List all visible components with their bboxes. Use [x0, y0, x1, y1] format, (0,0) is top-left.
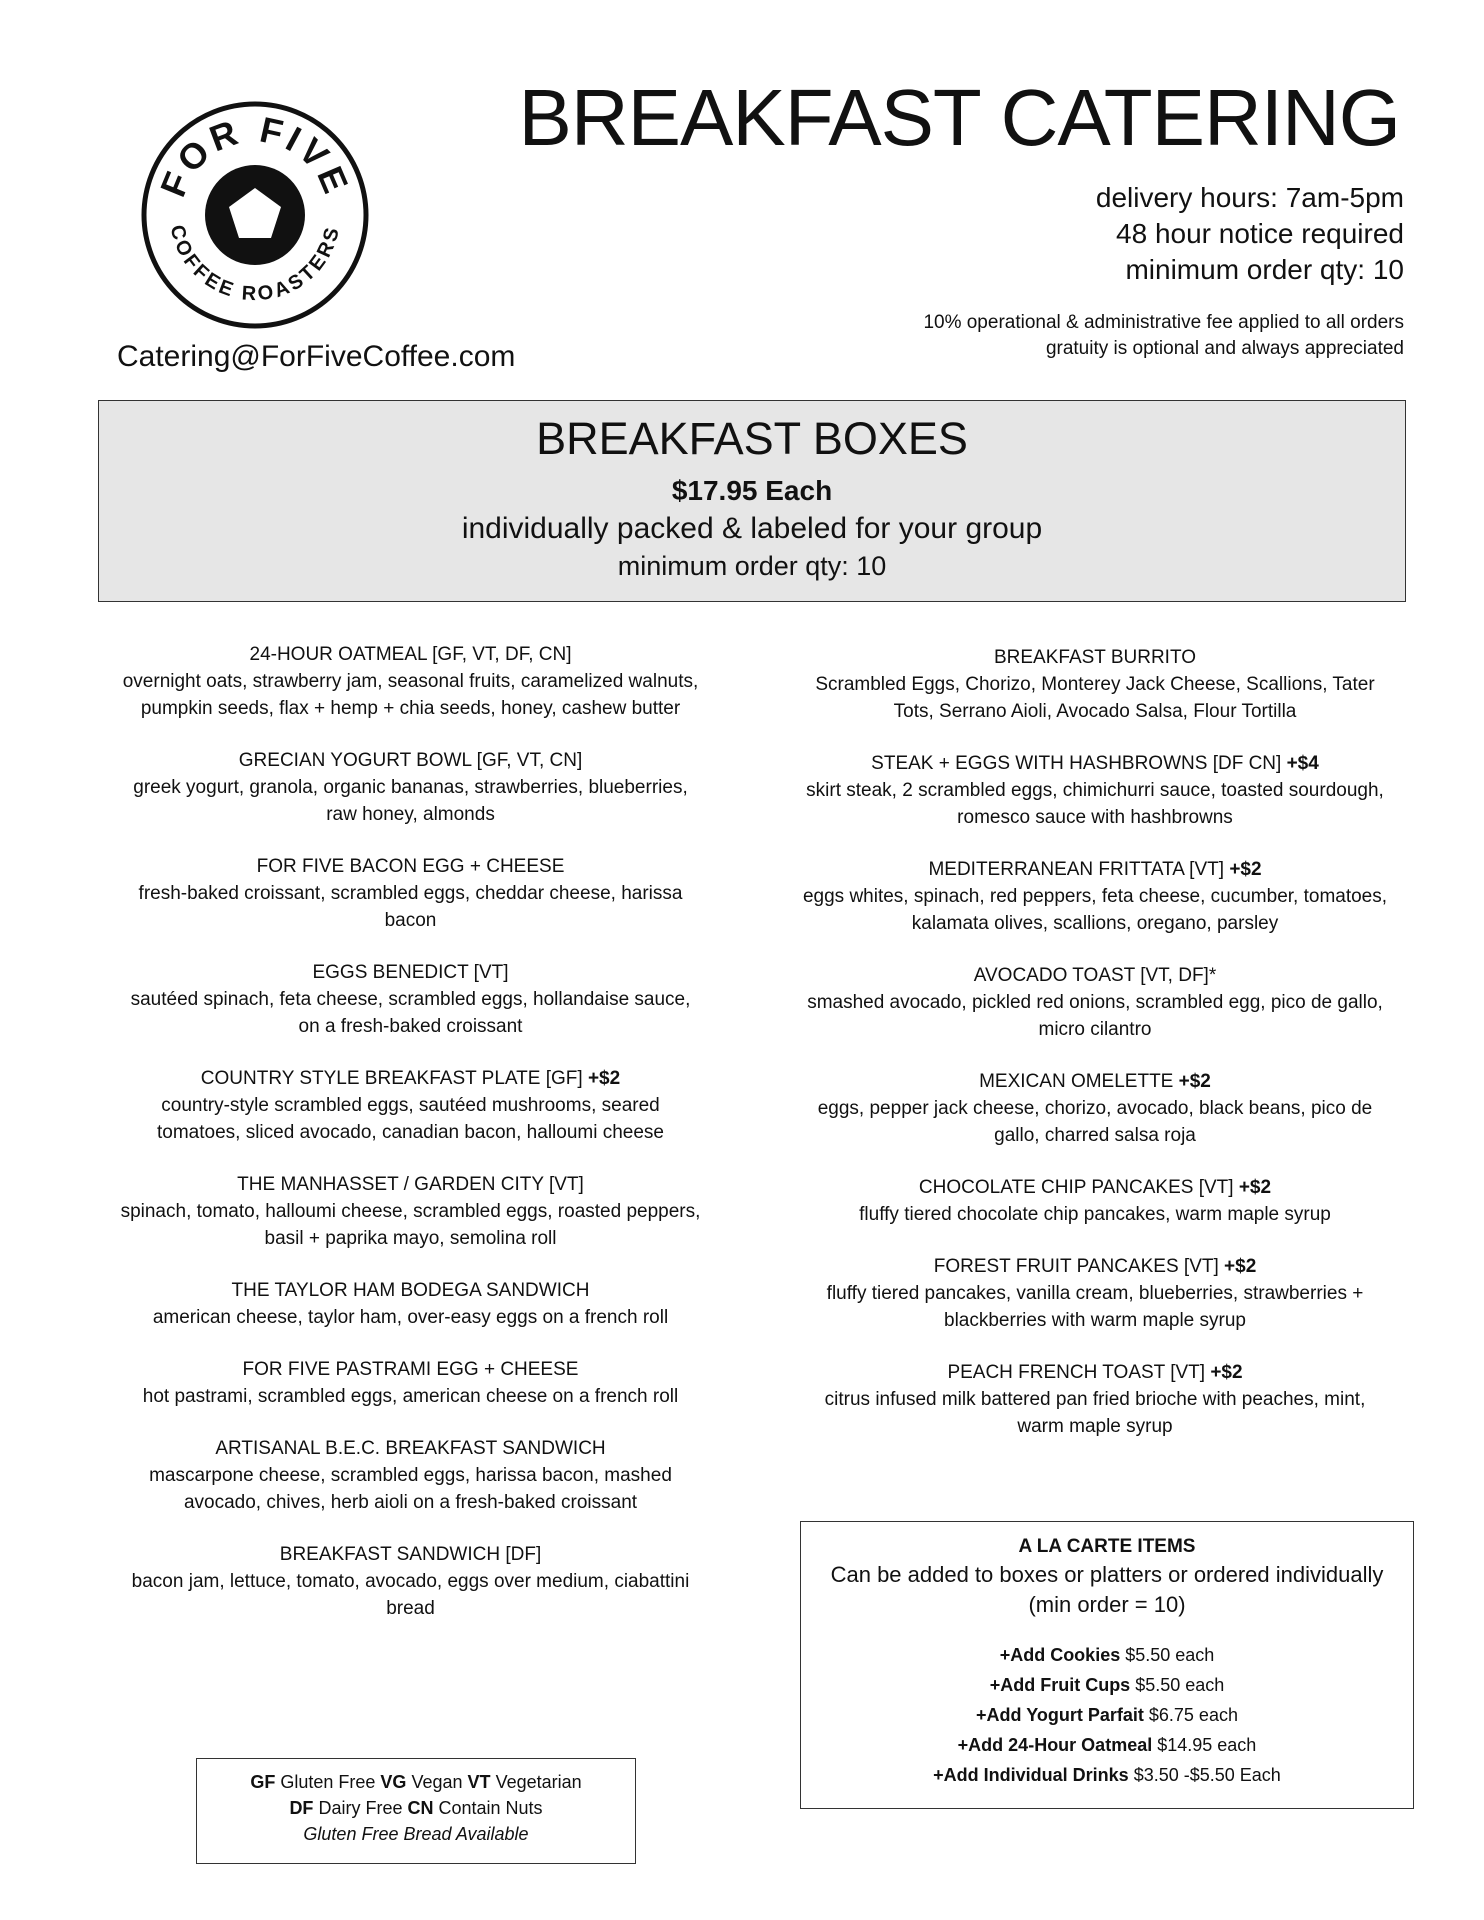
menu-item — [800, 1253, 1390, 1334]
menu-item-name — [118, 747, 703, 774]
menu-item-description: Scrambled Eggs, Chorizo, Monterey Jack Cheese, Scallions, Tater Tots, Serrano Aioli, Avocado Salsa, Flour Tortilla — [815, 674, 1375, 722]
menu-item-description: country-style scrambled eggs, sautéed mushrooms, seared tomatoes, sliced avocado, canadian bacon, halloumi cheese — [157, 1095, 664, 1143]
a-la-carte-list — [801, 1640, 1413, 1790]
menu-item-name — [800, 856, 1390, 883]
menu-item-title: THE TAYLOR HAM BODEGA SANDWICH — [231, 1280, 590, 1301]
legend-df-code: DF — [289, 1798, 314, 1818]
a-la-carte-item — [801, 1670, 1413, 1700]
menu-item — [800, 856, 1390, 937]
menu-item-name — [800, 1253, 1390, 1280]
menu-item-title: GRECIAN YOGURT BOWL [GF, VT, CN] — [238, 750, 583, 771]
menu-item-upcharge: +$2 — [1178, 1071, 1211, 1092]
logo-top-text: FOR FIVE — [152, 108, 358, 203]
menu-item — [800, 962, 1390, 1043]
fee-info — [923, 310, 1404, 362]
legend-cn-code: CN — [407, 1798, 434, 1818]
menu-item-description: spinach, tomato, halloumi cheese, scrambled eggs, roasted peppers, basil + paprika mayo, semolina roll — [120, 1201, 701, 1249]
a-la-carte-subtitle: Can be added to boxes or platters or ordered individually — [830, 1562, 1384, 1587]
menu-item — [118, 1065, 703, 1146]
menu-item-name — [800, 750, 1390, 777]
menu-item-name — [118, 1356, 703, 1383]
menu-item — [800, 750, 1390, 831]
diet-legend — [196, 1758, 636, 1864]
menu-item-description: skirt steak, 2 scrambled eggs, chimichurri sauce, toasted sourdough, romesco sauce with hashbrowns — [806, 780, 1384, 828]
menu-item-name — [118, 1435, 703, 1462]
menu-item-upcharge: +$2 — [1210, 1362, 1243, 1383]
menu-item-name — [118, 959, 703, 986]
delivery-info — [1096, 180, 1404, 288]
fee-text: 10% operational & administrative fee applied to all orders — [923, 312, 1404, 333]
menu-item-description: fluffy tiered chocolate chip pancakes, warm maple syrup — [859, 1204, 1331, 1225]
menu-item-title: COUNTRY STYLE BREAKFAST PLATE [GF] — [200, 1068, 583, 1089]
menu-item — [800, 1174, 1390, 1228]
menu-item-upcharge: +$2 — [1229, 859, 1262, 880]
legend-gf-text: Gluten Free — [280, 1772, 376, 1792]
a-la-carte-item — [801, 1730, 1413, 1760]
menu-item-title: EGGS BENEDICT [VT] — [312, 962, 509, 983]
legend-gf-code: GF — [250, 1772, 276, 1792]
menu-item — [118, 1171, 703, 1252]
notice-text: 48 hour notice required — [1116, 218, 1404, 249]
menu-item-name — [118, 1065, 703, 1092]
menu-item-upcharge: +$2 — [1224, 1256, 1257, 1277]
menu-item-description: fluffy tiered pancakes, vanilla cream, blueberries, strawberries + blackberries with warm maple syrup — [826, 1283, 1364, 1331]
menu-item — [118, 1356, 703, 1410]
a-la-carte-item — [801, 1640, 1413, 1670]
boxes-description: individually packed & labeled for your group — [461, 512, 1043, 545]
menu-item-title: FOR FIVE BACON EGG + CHEESE — [256, 856, 565, 877]
a-la-carte-item-name: +Add Yogurt Parfait — [976, 1705, 1144, 1725]
a-la-carte-item — [801, 1760, 1413, 1790]
boxes-price: $17.95 Each — [671, 475, 833, 506]
gratuity-text: gratuity is optional and always appreciated — [1045, 338, 1404, 359]
boxes-heading: BREAKFAST BOXES — [536, 413, 968, 464]
menu-item-upcharge: +$2 — [587, 1068, 621, 1089]
menu-item — [118, 853, 703, 934]
a-la-carte-min-order: (min order = 10) — [1028, 1592, 1186, 1617]
legend-vt-code: VT — [467, 1772, 491, 1792]
a-la-carte-item-price: $5.50 each — [1125, 1645, 1215, 1665]
a-la-carte-item-name: +Add Individual Drinks — [933, 1765, 1129, 1785]
a-la-carte-item-name: +Add 24-Hour Oatmeal — [957, 1735, 1153, 1755]
a-la-carte-item-price: $3.50 -$5.50 Each — [1133, 1765, 1281, 1785]
menu-item-description: fresh-baked croissant, scrambled eggs, cheddar cheese, harissa bacon — [138, 883, 683, 931]
menu-item-name — [118, 853, 703, 880]
a-la-carte-box — [800, 1521, 1414, 1809]
menu-item-title: PEACH FRENCH TOAST [VT] — [947, 1362, 1206, 1383]
menu-item — [800, 1068, 1390, 1149]
menu-item-title: STEAK + EGGS WITH HASHBROWNS [DF CN] — [871, 753, 1282, 774]
menu-item-description: eggs whites, spinach, red peppers, feta cheese, cucumber, tomatoes, kalamata olives, scallions, oregano, parsley — [802, 886, 1388, 934]
legend-cn-text: Contain Nuts — [438, 1798, 543, 1818]
a-la-carte-item-name: +Add Fruit Cups — [989, 1675, 1131, 1695]
breakfast-boxes-banner — [98, 400, 1406, 602]
menu-item-description: bacon jam, lettuce, tomato, avocado, eggs over medium, ciabattini bread — [131, 1571, 690, 1619]
menu-item-name — [800, 962, 1390, 989]
menu-item-name — [118, 1171, 703, 1198]
min-order-text: minimum order qty: 10 — [1125, 254, 1404, 285]
menu-item-title: BREAKFAST BURRITO — [993, 647, 1196, 668]
menu-item-name — [800, 644, 1390, 671]
menu-item-name — [118, 1277, 703, 1304]
menu-column-right — [800, 644, 1390, 1465]
menu-item-title: FOREST FRUIT PANCAKES [VT] — [933, 1256, 1219, 1277]
legend-vt-text: Vegetarian — [495, 1772, 582, 1792]
menu-item-title: BREAKFAST SANDWICH [DF] — [279, 1544, 542, 1565]
logo — [140, 100, 370, 330]
menu-item-title: MEDITERRANEAN FRITTATA [VT] — [928, 859, 1225, 880]
menu-item-description: sautéed spinach, feta cheese, scrambled eggs, hollandaise sauce, on a fresh-baked croissant — [130, 989, 691, 1037]
menu-item-name — [800, 1068, 1390, 1095]
logo-bottom-text: COFFEE ROASTERS — [165, 222, 345, 306]
menu-item-description: smashed avocado, pickled red onions, scrambled egg, pico de gallo, micro cilantro — [807, 992, 1383, 1040]
menu-item-description: greek yogurt, granola, organic bananas, strawberries, blueberries, raw honey, almonds — [133, 777, 688, 825]
menu-item-description: eggs, pepper jack cheese, chorizo, avocado, black beans, pico de gallo, charred salsa roja — [817, 1098, 1373, 1146]
a-la-carte-item-price: $5.50 each — [1135, 1675, 1225, 1695]
menu-item — [800, 1359, 1390, 1440]
a-la-carte-item-name: +Add Cookies — [999, 1645, 1121, 1665]
logo-seal — [140, 100, 370, 330]
menu-item-title: ARTISANAL B.E.C. BREAKFAST SANDWICH — [215, 1438, 606, 1459]
legend-df-text: Dairy Free — [318, 1798, 403, 1818]
menu-item-description: mascarpone cheese, scrambled eggs, harissa bacon, mashed avocado, chives, herb aioli on a fresh-baked croissant — [149, 1465, 672, 1513]
menu-item-title: THE MANHASSET / GARDEN CITY [VT] — [237, 1174, 584, 1195]
menu-column-left — [118, 641, 703, 1647]
menu-item-description: american cheese, taylor ham, over-easy eggs on a french roll — [152, 1307, 669, 1328]
menu-item-upcharge: +$4 — [1286, 753, 1319, 774]
menu-item — [800, 644, 1390, 725]
menu-item — [118, 959, 703, 1040]
menu-item-title: 24-HOUR OATMEAL [GF, VT, DF, CN] — [249, 644, 572, 665]
menu-item-name — [118, 641, 703, 668]
legend-line-1 — [197, 1769, 635, 1795]
menu-item-title: MEXICAN OMELETTE — [979, 1071, 1174, 1092]
menu-item-name — [800, 1359, 1390, 1386]
delivery-hours: delivery hours: 7am-5pm — [1095, 182, 1404, 213]
menu-item — [118, 1277, 703, 1331]
menu-item-name — [800, 1174, 1390, 1201]
menu-item-title: FOR FIVE PASTRAMI EGG + CHEESE — [242, 1359, 579, 1380]
menu-item-description: overnight oats, strawberry jam, seasonal fruits, caramelized walnuts, pumpkin seeds, flax + hemp + chia seeds, honey, cashew butter — [122, 671, 699, 719]
a-la-carte-title: A LA CARTE ITEMS — [1018, 1536, 1196, 1557]
menu-item — [118, 1435, 703, 1516]
menu-item — [118, 641, 703, 722]
menu-item-title: CHOCOLATE CHIP PANCAKES [VT] — [918, 1177, 1234, 1198]
legend-vg-text: Vegan — [411, 1772, 463, 1792]
menu-item-description: citrus infused milk battered pan fried brioche with peaches, mint, warm maple syrup — [824, 1389, 1366, 1437]
menu-item — [118, 1541, 703, 1622]
email-link[interactable]: Catering@ForFiveCoffee.com — [117, 340, 516, 373]
boxes-min-order: minimum order qty: 10 — [617, 551, 887, 581]
menu-item-description: hot pastrami, scrambled eggs, american cheese on a french roll — [142, 1386, 679, 1407]
a-la-carte-item-price: $14.95 each — [1157, 1735, 1257, 1755]
legend-note: Gluten Free Bread Available — [303, 1824, 529, 1844]
menu-item — [118, 747, 703, 828]
menu-item-upcharge: +$2 — [1238, 1177, 1272, 1198]
menu-item-title: AVOCADO TOAST [VT, DF]* — [973, 965, 1217, 986]
page-title: BREAKFAST CATERING — [518, 73, 1400, 162]
legend-line-2 — [197, 1795, 635, 1821]
a-la-carte-item-price: $6.75 each — [1148, 1705, 1238, 1725]
legend-vg-code: VG — [380, 1772, 407, 1792]
a-la-carte-item — [801, 1700, 1413, 1730]
menu-item-name — [118, 1541, 703, 1568]
